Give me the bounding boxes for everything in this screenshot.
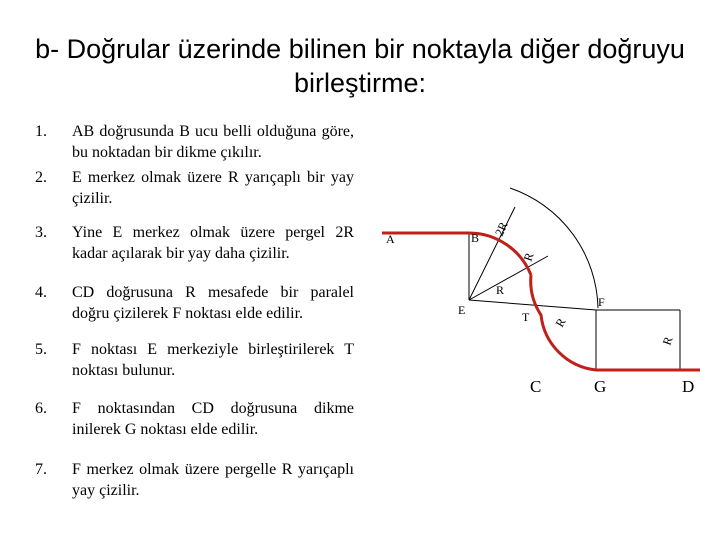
step-text: E merkez olmak üzere R yarıçaplı bir yay çizilir. xyxy=(72,169,354,207)
label-e: E xyxy=(458,303,466,317)
label-a: A xyxy=(386,232,395,246)
step-number: 3. xyxy=(35,224,47,241)
step-number: 5. xyxy=(35,341,47,358)
label-r-arc: R xyxy=(552,315,569,330)
line-ef xyxy=(469,300,596,310)
arc-2r xyxy=(510,188,598,308)
title-line-1: b- Doğrular üzerinde bilinen bir noktayla diğer doğruyu xyxy=(35,34,685,64)
label-r-mid: R xyxy=(496,283,505,297)
label-b: B xyxy=(471,231,480,245)
radius-2r-line xyxy=(469,207,515,300)
step-number: 1. xyxy=(35,123,47,140)
step-number: 6. xyxy=(35,400,47,417)
label-2r: 2R xyxy=(492,219,511,239)
step-text: F noktası E merkeziyle birleştirilerek T noktası bulunur. xyxy=(72,341,354,379)
label-g: G xyxy=(594,377,607,396)
step-number: 2. xyxy=(35,169,47,186)
step-text: CD doğrusuna R mesafede bir paralel doğru çizilerek F noktası elde edilir. xyxy=(72,284,354,322)
step-text: Yine E merkez olmak üzere pergel 2R kadar açılarak bir yay daha çizilir. xyxy=(72,224,354,262)
label-d: D xyxy=(682,377,695,396)
step-text: AB doğrusunda B ucu belli olduğuna göre, bu noktadan bir dikme çıkılır. xyxy=(72,123,354,161)
label-f: F xyxy=(598,295,605,309)
radius-r-line xyxy=(469,256,548,300)
label-r-side: R xyxy=(659,334,676,348)
title-line-2: birleştirme: xyxy=(293,68,427,98)
label-r-upper: R xyxy=(520,250,537,264)
label-t: T xyxy=(522,310,530,324)
label-c: C xyxy=(530,377,542,396)
tangent-curve xyxy=(382,233,700,370)
step-text: F noktasından CD doğrusuna dikme inilerek G noktası elde edilir. xyxy=(72,400,354,438)
step-number: 4. xyxy=(35,284,47,301)
step-number: 7. xyxy=(35,461,47,478)
step-text: F merkez olmak üzere pergelle R yarıçaplı yay çizilir. xyxy=(72,461,354,499)
